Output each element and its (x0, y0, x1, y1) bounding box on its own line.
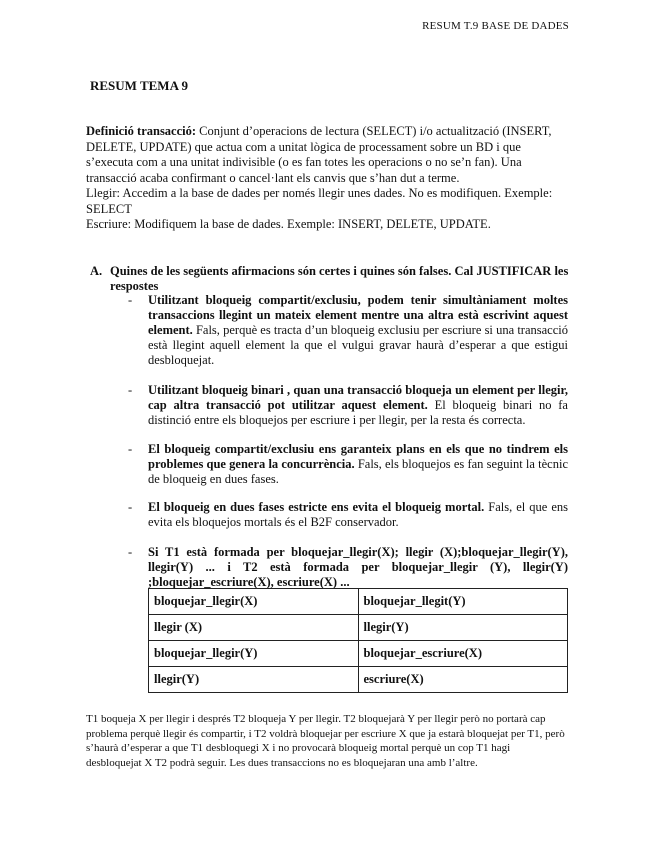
lock-sequence-table (148, 588, 568, 693)
conclusion-paragraph: T1 boqueja X per llegir i després T2 bloqueja Y per llegir. T2 bloquejarà Y per llegir però no portarà cap problema perquè llegir és compartir, i T2 voldrà bloquejar per escriure X que ja estarà bloquejat per T1, però s’haurà d’esperar a que T1 desbloquegi X i no provocarà bloqueig mortal perquè un cop T1 hagi desbloquejat X T2 podrà seguir. Les dues transaccions no es bloquejaran una amb l’altre. (86, 713, 565, 769)
item-statement: El bloqueig en dues fases estricte ens evita el bloqueig mortal. (148, 500, 485, 514)
item-statement: Utilitzant bloqueig binari , quan una transacció bloqueja un element per llegir, cap altra transacció pot utilitzar aquest element. (148, 383, 568, 412)
running-header: RESUM T.9 BASE DE DADES (422, 20, 569, 32)
definition-term: Definició transacció: (86, 124, 197, 138)
list-item (128, 500, 568, 530)
table-row (149, 589, 568, 615)
table-cell-t1: llegir(Y) (149, 667, 359, 693)
question-text: Quines de les següents afirmacions són certes i quines són falses. Cal JUSTIFICAR les respostes (110, 264, 569, 293)
item-dash: - (128, 293, 133, 307)
list-item (128, 545, 568, 590)
item-dash: - (128, 545, 133, 559)
item-answer: Fals, els bloquejos es fan seguint la tècnic de bloqueig en dues fases. (148, 457, 568, 486)
table-cell-t2: llegir(Y) (358, 615, 568, 641)
item-dash: - (128, 500, 133, 514)
list-item (128, 293, 568, 368)
definition-paragraph (86, 124, 566, 186)
table-cell-t1: llegir (X) (149, 615, 359, 641)
table-cell-t1: bloquejar_llegir(X) (149, 589, 359, 615)
list-item (128, 383, 568, 428)
definition-block (86, 124, 566, 233)
item-statement: El bloqueig compartit/exclusiu ens garanteix plans en els que no tindrem els problemes que genera la concurrència. (148, 442, 568, 471)
list-item (128, 442, 568, 487)
write-definition: Escriure: Modifiquem la base de dades. Exemple: INSERT, DELETE, UPDATE. (86, 217, 491, 231)
item-answer: El bloqueig binari no fa distinció entre els bloquejos per escriure i per llegir, per la resta és correcta. (148, 398, 568, 427)
table-cell-t2: bloquejar_llegit(Y) (358, 589, 568, 615)
table-cell-t1: bloquejar_llegir(Y) (149, 641, 359, 667)
item-statement: Si T1 està formada per bloquejar_llegir(X); llegir (X);bloquejar_llegir(Y), llegir(Y) ... i T2 està formada per bloquejar_llegir (Y), llegir(Y) ;bloquejar_escriure(X), escriure(X) ... (148, 545, 568, 589)
item-dash: - (128, 442, 133, 456)
read-definition: Llegir: Accedim a la base de dades per només llegir unes dades. No es modifiquen. Exemple: SELECT (86, 186, 553, 216)
table-cell-t2: bloquejar_escriure(X) (358, 641, 568, 667)
table-row (149, 615, 568, 641)
item-statement: Utilitzant bloqueig compartit/exclusiu, podem tenir simultàniament moltes transaccions llegint un mateix element mentre una altra està escrivint aquest element. (148, 293, 568, 337)
definition-text: Conjunt d’operacions de lectura (SELECT) i/o actualització (INSERT, DELETE, UPDATE) que actua com a unitat lògica de processament sobre un BD i que s’executa com a una unitat indivisible (o es fan totes les operacions o no se’n fan). Una transacció acaba confirmant o cancel·lant els canvis que s’han dut a terme. (86, 124, 552, 185)
item-answer: Fals, perquè es tracta d’un bloqueig exclusiu per escriure si una transacció està llegint aquell element la que el vulgui gravar haurà d’esperar a que estigui desbloquejat. (148, 323, 568, 367)
question-a (90, 264, 570, 294)
item-dash: - (128, 383, 133, 397)
item-answer: Fals, el que ens evita els bloquejos mortals és el B2F conservador. (148, 500, 568, 529)
question-label: A. (90, 264, 103, 278)
table-row (149, 641, 568, 667)
table-row (149, 667, 568, 693)
table-cell-t2: escriure(X) (358, 667, 568, 693)
page-title: RESUM TEMA 9 (90, 78, 188, 93)
